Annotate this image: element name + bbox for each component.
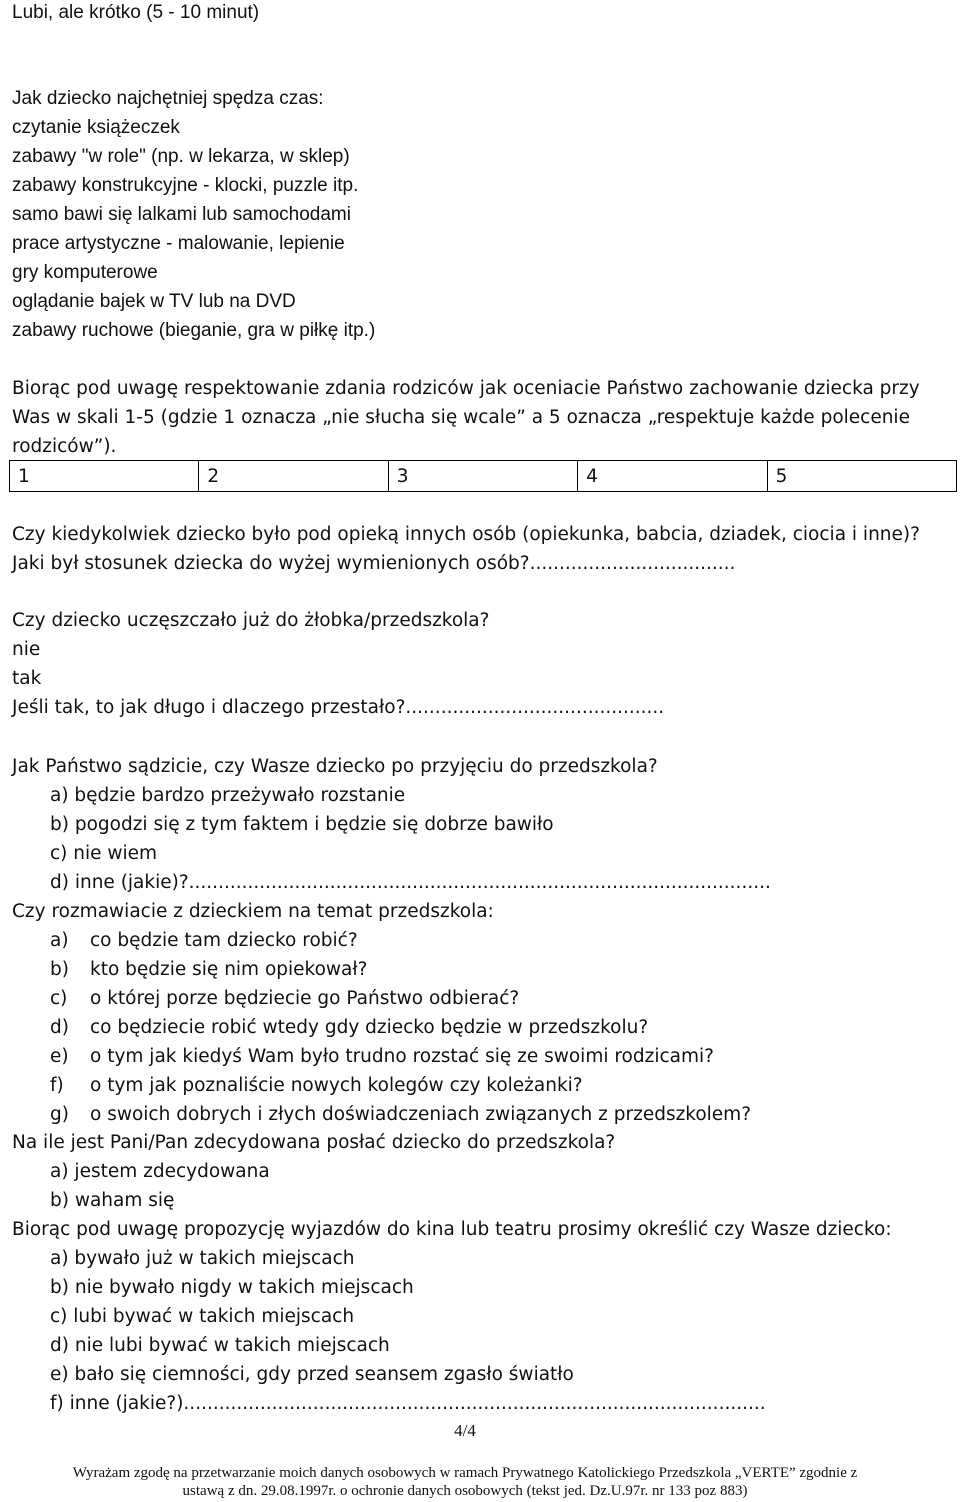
activity-option: zabawy konstrukcyjne - klocki, puzzle itp.	[12, 175, 359, 196]
decision-option: a) jestem zdecydowana	[50, 1161, 270, 1182]
rating-cell-2[interactable]: 2	[199, 461, 388, 492]
adaptation-option: c) nie wiem	[50, 843, 158, 864]
talk-question: Czy rozmawiacie z dzieckiem na temat przedszkola:	[12, 901, 494, 922]
option-text: o której porze będziecie go Państwo odbierać?	[90, 988, 520, 1009]
care-question: Czy kiedykolwiek dziecko było pod opieką innych osób (opiekunka, babcia, dziadek, ciocia i inne)?	[12, 524, 920, 545]
option-text: o swoich dobrych i złych doświadczeniach związanych z przedszkolem?	[90, 1104, 752, 1125]
footer-consent-line: Wyrażam zgodę na przetwarzanie moich danych osobowych w ramach Prywatnego Katolickiego Przedszkola „VERTE” zgodnie z	[72, 1465, 858, 1481]
nursery-option-yes: tak	[12, 668, 42, 689]
nursery-question: Czy dziecko uczęszczało już do żłobka/przedszkola?	[12, 610, 490, 631]
option-letter: c)	[50, 988, 68, 1009]
talk-option	[50, 957, 367, 983]
cinema-question: Biorąc pod uwagę propozycję wyjazdów do kina lub teatru prosimy określić czy Wasze dziecko:	[12, 1219, 892, 1240]
activity-option: gry komputerowe	[12, 262, 158, 283]
activities-question: Jak dziecko najchętniej spędza czas:	[12, 88, 324, 109]
adaptation-option: a) będzie bardzo przeżywało rozstanie	[50, 785, 406, 806]
option-letter: f)	[50, 1075, 64, 1096]
cinema-option: b) nie bywało nigdy w takich miejscach	[50, 1277, 414, 1298]
adaptation-option: b) pogodzi się z tym faktem i będzie się dobrze bawiło	[50, 814, 554, 835]
option-text: o tym jak kiedyś Wam było trudno rozstać się ze swoimi rodzicami?	[90, 1046, 714, 1067]
talk-option	[50, 986, 519, 1012]
cinema-option: a) bywało już w takich miejscach	[50, 1248, 355, 1269]
activity-option: oglądanie bajek w TV lub na DVD	[12, 291, 296, 312]
talk-option	[50, 928, 358, 954]
care-relation-question: Jaki był stosunek dziecka do wyżej wymienionych osób?...................................	[12, 553, 736, 574]
page-number: 4/4	[454, 1421, 476, 1440]
cinema-option: e) bało się ciemności, gdy przed seansem zgasło światło	[50, 1364, 574, 1385]
nursery-followup: Jeśli tak, to jak długo i dlaczego przestało?............................................	[12, 697, 665, 718]
talk-option	[50, 1015, 648, 1041]
activity-option: czytanie książeczek	[12, 117, 180, 138]
rating-cell-3[interactable]: 3	[388, 461, 577, 492]
rating-scale-table	[9, 460, 957, 492]
option-letter: a)	[50, 930, 69, 951]
option-letter: e)	[50, 1046, 69, 1067]
adaptation-question: Jak Państwo sądzicie, czy Wasze dziecko po przyjęciu do przedszkola?	[12, 756, 658, 777]
decision-question: Na ile jest Pani/Pan zdecydowana posłać dziecko do przedszkola?	[12, 1132, 616, 1153]
respect-question: Biorąc pod uwagę respektowanie zdania rodziców jak oceniacie Państwo zachowanie dziecka przy Was w skali 1-5 (gdzie 1 oznacza „nie słucha się wcale” a 5 oznacza „respektuje każde polecenie rodziców”).	[12, 378, 920, 457]
activity-option: samo bawi się lalkami lub samochodami	[12, 204, 351, 225]
option-text: o tym jak poznaliście nowych kolegów czy koleżanki?	[90, 1075, 583, 1096]
activity-option: zabawy ruchowe (bieganie, gra w piłkę itp.)	[12, 320, 376, 341]
section-header: Lubi, ale krótko (5 - 10 minut)	[12, 2, 260, 23]
option-letter: d)	[50, 1017, 69, 1038]
decision-option: b) waham się	[50, 1190, 175, 1211]
option-text: kto będzie się nim opiekował?	[90, 959, 368, 980]
rating-cell-4[interactable]: 4	[578, 461, 767, 492]
adaptation-option: d) inne (jakie)?...................................................................................................	[50, 872, 771, 893]
activity-option: prace artystyczne - malowanie, lepienie	[12, 233, 345, 254]
activity-option: zabawy "w role" (np. w lekarza, w sklep)	[12, 146, 350, 167]
cinema-option: d) nie lubi bywać w takich miejscach	[50, 1335, 390, 1356]
option-letter: g)	[50, 1104, 69, 1125]
option-text: co będziecie robić wtedy gdy dziecko będzie w przedszkolu?	[90, 1017, 649, 1038]
option-text: co będzie tam dziecko robić?	[90, 930, 358, 951]
cinema-option: f) inne (jakie?)...................................................................................................	[50, 1393, 766, 1414]
option-letter: b)	[50, 959, 69, 980]
rating-cell-1[interactable]: 1	[10, 461, 199, 492]
cinema-option: c) lubi bywać w takich miejscach	[50, 1306, 355, 1327]
nursery-option-no: nie	[12, 639, 41, 660]
talk-option	[50, 1044, 714, 1070]
talk-option	[50, 1102, 751, 1128]
rating-cell-5[interactable]: 5	[767, 461, 956, 492]
footer-law-line: ustawą z dn. 29.08.1997r. o ochronie danych osobowych (tekst jed. Dz.U.97r. nr 133 poz 883)	[182, 1483, 748, 1499]
talk-option	[50, 1073, 583, 1099]
